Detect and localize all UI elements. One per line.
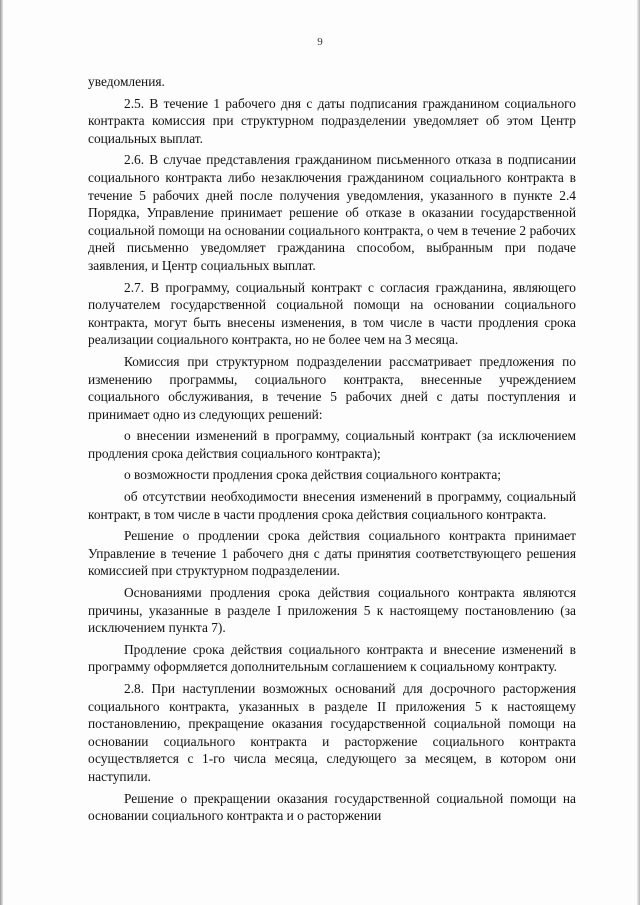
document-body	[88, 73, 576, 829]
paragraph: об отсутствии необходимости внесения изменений в программу, социальный контракт, в том числе в части продления срока действия социального контракта.	[88, 489, 576, 522]
paragraph: Решение о продлении срока действия социального контракта принимает Управление в течение 1 рабочего дня с даты принятия соответствующего решения комиссией при структурном подразделении.	[88, 528, 576, 579]
page-number: 9	[317, 36, 323, 48]
paragraph: Основаниями продления срока действия социального контракта являются причины, указанные в разделе I приложения 5 к настоящему постановлению (за исключением пункта 7).	[88, 585, 576, 636]
paragraph: Решение о прекращении оказания государственной социальной помощи на основании социального контракта и о расторжении	[88, 790, 576, 824]
paragraph: 2.8. При наступлении возможных оснований для досрочного расторжения социального контракта, указанных в разделе II приложения 5 к настоящему постановлению, прекращение оказания государственной социальной помощи на основании социального контракта и расторжение социального контракта осуществляется с 1-го числа месяца, следующего за месяцем, в котором они наступили.	[88, 681, 576, 784]
paragraph: 2.6. В случае представления гражданином письменного отказа в подписании социального контракта либо незаключения гражданином социального контракта в течение 5 рабочих дней после получения уведомления, указанного в пункте 2.4 Порядка, Управление принимает решение об отказе в оказании государственной социальной помощи на основании социального контракта, о чем в течение 2 рабочих дней письменно уведомляет гражданина способом, выбранным при подаче заявления, и Центр социальных выплат.	[88, 152, 576, 273]
paragraph: о внесении изменений в программу, социальный контракт (за исключением продления срока действия социального контракта);	[88, 428, 576, 461]
paragraph: Комиссия при структурном подразделении рассматривает предложения по изменению программы, социального контракта, внесенные учреждением социального обслуживания, в течение 5 рабочих дней с даты поступления и принимает одно из следующих решений:	[88, 353, 576, 422]
paragraph: Продление срока действия социального контракта и внесение изменений в программу оформляется дополнительным соглашением к социальному контракту.	[88, 641, 576, 675]
paragraph: 2.7. В программу, социальный контракт с согласия гражданина, являющего получателем государственной социальной помощи на основании социального контракта, могут быть внесены изменения, в том числе в части продления срока реализации социального контракта, но не более чем на 3 месяца.	[88, 279, 576, 348]
scan-edge-left	[0, 0, 3, 905]
paragraph: 2.5. В течение 1 рабочего дня с даты подписания гражданином социального контракта комиссия при структурном подразделении уведомляет об этом Центр социальных выплат.	[88, 95, 576, 146]
paragraph: уведомления.	[88, 74, 165, 89]
paragraph: о возможности продления срока действия социального контракта;	[124, 467, 501, 483]
